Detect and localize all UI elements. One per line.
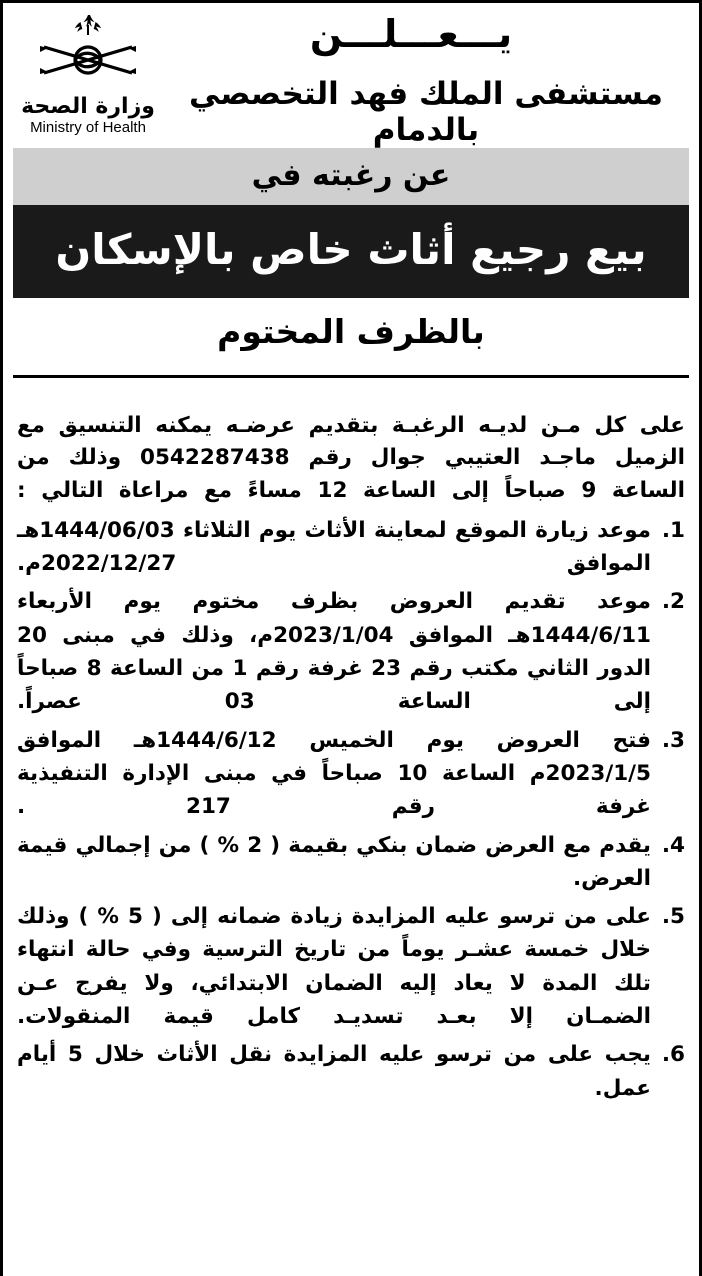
ministry-of-health-logo-icon xyxy=(13,13,163,92)
list-item-number: 5. xyxy=(661,904,685,930)
announce-word: يـــعـــلـــن xyxy=(309,12,513,56)
list-item xyxy=(17,585,685,718)
banner-subject: عن رغبته في xyxy=(13,148,689,205)
banner-group xyxy=(13,148,689,367)
banner-method: بالظرف المختوم xyxy=(13,298,689,367)
list-item-number: 1. xyxy=(661,517,685,543)
list-item xyxy=(17,900,685,1033)
list-item xyxy=(17,724,685,824)
hospital-name: مستشفى الملك فهد التخصصي بالدمام xyxy=(189,75,663,148)
list-item-text: فتح العروض يوم الخميس 1444/6/12هـ الموافق 2023/1/5م الساعة 10 صباحاً في مبنى الإدارة التنفيذية غرفة رقم 217 . xyxy=(17,727,652,820)
list-item xyxy=(17,1038,685,1105)
intro-paragraph: على كل مـن لديـه الرغبـة بتقديم عرضـه يمكنه التنسيق مع الزميل ماجـد العتيبي جوال رقم 0542287438 وذلك من الساعة 9 صباحاً إلى الساعة 12 مساءً مع مراعاة التالي : xyxy=(17,412,685,504)
list-item-text: يقدم مع العرض ضمان بنكي بقيمة ( 2 % ) من إجمالي قيمة العرض. xyxy=(17,832,652,891)
announcement-body xyxy=(3,378,699,1128)
list-item-number: 3. xyxy=(661,727,685,753)
ministry-logo-arabic: وزارة الصحة xyxy=(21,94,155,119)
document-header xyxy=(3,3,699,148)
list-item xyxy=(17,514,685,581)
ministry-logo-block xyxy=(13,9,163,137)
list-item-number: 2. xyxy=(661,589,685,615)
ministry-logo-english: Ministry of Health xyxy=(30,119,146,137)
list-item xyxy=(17,829,685,896)
list-item-number: 6. xyxy=(661,1042,685,1068)
list-item-text: على من ترسو عليه المزايدة زيادة ضمانه إلى ( 5 % ) وذلك خلال خمسة عشـر يوماً من تاريخ الترسية وفي حالة انتهاء تلك المدة لا يعاد إليه الضمان الابتدائي، ولا يفرج عـن الضمـان إلا بعـد تسديـد كامل قيمة المنقولات. xyxy=(17,904,651,1030)
conditions-list xyxy=(17,514,685,1105)
header-text-block xyxy=(163,9,689,148)
list-item-text: موعد تقديم العروض بظرف مختوم يوم الأربعاء 1444/6/11هـ الموافق 2023/1/04م، وذلك في مبنى 20 الدور الثاني مكتب رقم 23 غرفة رقم 1 من الساعة 8 صباحاً إلى الساعة 03 عصراً. xyxy=(17,589,652,715)
list-item-text: موعد زيارة الموقع لمعاينة الأثاث يوم الثلاثاء 1444/06/03هـ الموافق 2022/12/27م. xyxy=(17,517,651,576)
banner-title: بيع رجيع أثاث خاص بالإسكان xyxy=(13,205,689,298)
list-item-text: يجب على من ترسو عليه المزايدة نقل الأثاث خلال 5 أيام عمل. xyxy=(17,1042,651,1101)
list-item-number: 4. xyxy=(661,832,685,858)
